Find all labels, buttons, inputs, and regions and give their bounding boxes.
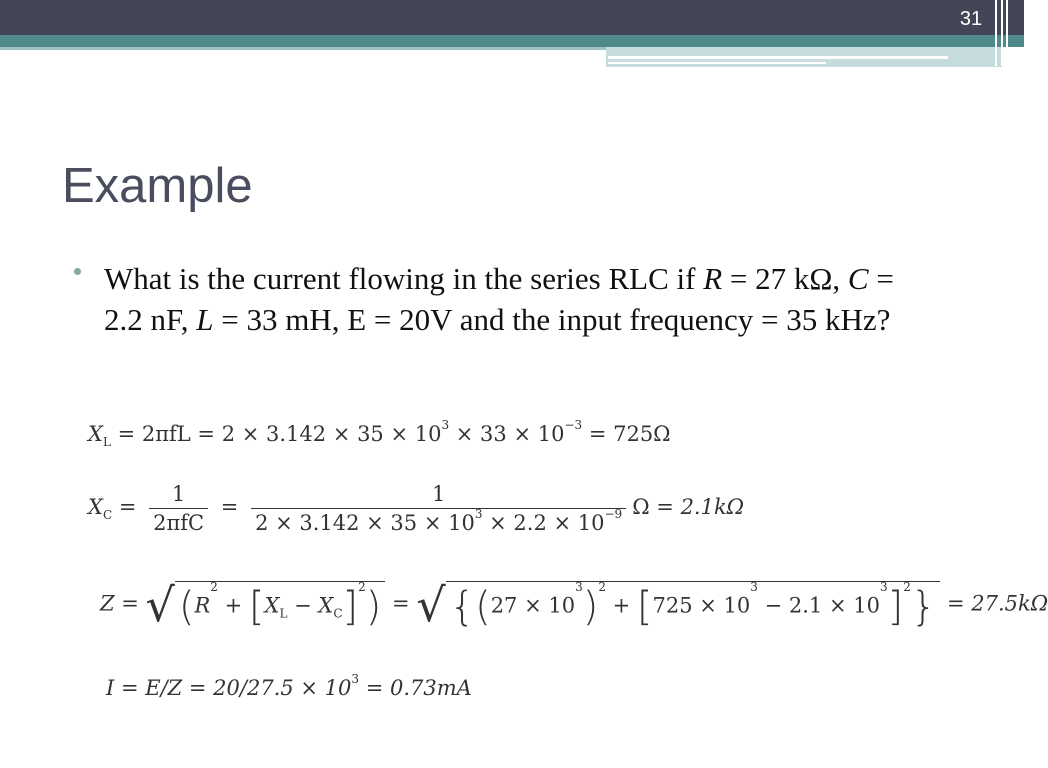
header-stripe: [608, 56, 948, 59]
header-divider: [1006, 0, 1008, 66]
bullet-icon: [74, 268, 81, 275]
fraction: $\frac{1}{\text{2πfC}}$: [149, 482, 208, 535]
slide-title: Example: [62, 159, 253, 213]
fraction: $\frac{1}{2 \times 3.142 \times 35 \times 10^3 \times 2.2 \times 10^{-9}}$: [251, 482, 626, 535]
equation-i: $I = E/Z = 20/27.5 \times 10^3 = 0.73mA$: [106, 672, 472, 700]
bullet-text: What is the current flowing in the series RLC if R = 27 kΩ, C = 2.2 nF, L = 33 mH, E = 20V and the input frequency = 35 kHz?: [104, 261, 894, 337]
header-divider: [995, 0, 997, 66]
header-stripe: [608, 62, 826, 64]
header-band-teal: [0, 35, 1024, 47]
equation-xl: $X_L = 2\pi fL = 2 \times 3.142 \times 35 \times 10^3 \times 33 \times 10^{-3} = 725\Omega$: [88, 418, 671, 450]
equation-xc: $X_C$ = $\frac{1}{\text{2πfC}}$ = $\frac{1}{2 \times 3.142 \times 35 \times 10^3 \times 2.2 \times 10^{-9}}$ Ω = 2.1kΩ: [88, 482, 745, 535]
header-band-light: [0, 47, 608, 50]
header-divider: [1001, 0, 1003, 66]
slide-number: 31: [959, 8, 983, 30]
equation-z: Z = √ $(R^2 + [X_L - X_C]^2)$ = √ $\{(27 \times 10^3)^2 + [725 \times 10^3 - 2.1 \times 10^3]^2\} = 27.5k\Omega$: [100, 578, 1048, 632]
header-band-dark: [0, 0, 1024, 35]
